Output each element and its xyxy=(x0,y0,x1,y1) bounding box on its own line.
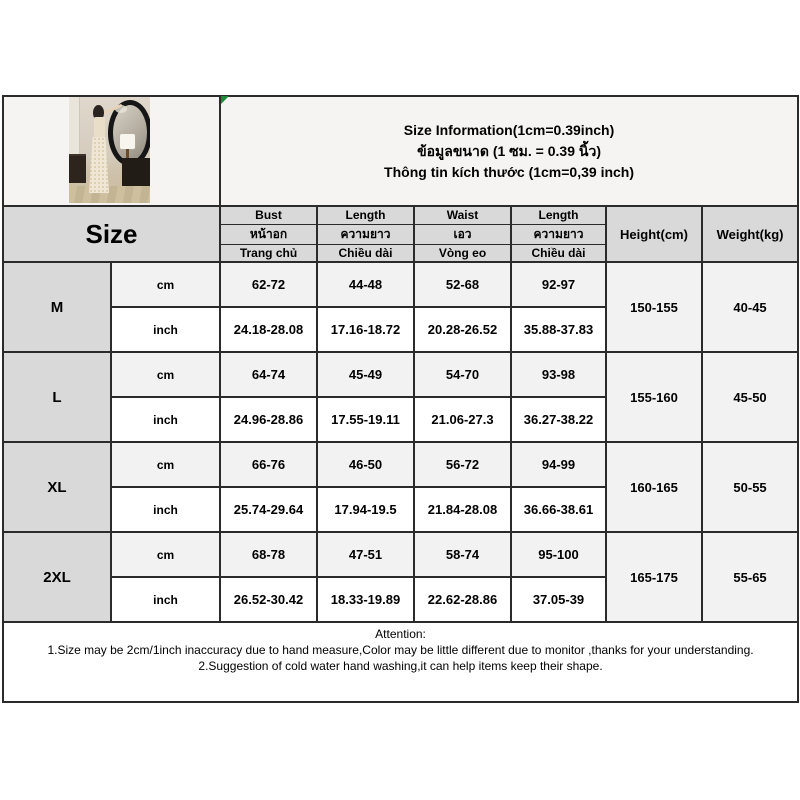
xl-length2-inch: 36.66-38.61 xyxy=(511,487,606,532)
title-english: Size Information(1cm=0.39inch) xyxy=(403,122,615,138)
photo-model-top xyxy=(94,117,105,138)
col-header-length2-en: Length xyxy=(511,206,606,224)
attention-row xyxy=(3,622,798,702)
title-thai: ข้อมูลขนาด (1 ซม. = 0.39 นิ้ว) xyxy=(417,143,601,159)
l-bust-inch: 24.96-28.86 xyxy=(220,397,317,442)
m-weight: 40-45 xyxy=(702,262,798,352)
weight-header-cell: Weight(kg) xyxy=(702,206,798,262)
unit-label-inch: inch xyxy=(111,397,220,442)
2xl-bust-inch: 26.52-30.42 xyxy=(220,577,317,622)
attention-cell xyxy=(3,622,798,702)
m-length1-cm: 44-48 xyxy=(317,262,414,307)
col-header-length2-vi: Chiều dài xyxy=(511,244,606,262)
size-information-title-cell xyxy=(220,96,798,206)
col-header-length2-th: ความยาว xyxy=(511,224,606,244)
col-header-waist-en: Waist xyxy=(414,206,511,224)
xl-waist-inch: 21.84-28.08 xyxy=(414,487,511,532)
attention-line-1: 1.Size may be 2cm/1inch inaccuracy due to hand measure,Color may be little different due to monitor ,thanks for your understanding. xyxy=(47,643,754,657)
2xl-waist-inch: 22.62-28.86 xyxy=(414,577,511,622)
m-height: 150-155 xyxy=(606,262,702,352)
l-height: 155-160 xyxy=(606,352,702,442)
attention-line-2: 2.Suggestion of cold water hand washing,it can help items keep their shape. xyxy=(198,659,603,673)
col-header-bust-th: หน้าอก xyxy=(220,224,317,244)
col-header-length1-vi: Chiều dài xyxy=(317,244,414,262)
unit-label-cm: cm xyxy=(111,442,220,487)
xl-height: 160-165 xyxy=(606,442,702,532)
m-length2-inch: 35.88-37.83 xyxy=(511,307,606,352)
size-row-m-cm xyxy=(3,262,798,307)
unit-label-cm: cm xyxy=(111,352,220,397)
size-label-l: L xyxy=(3,352,111,442)
photo-model-pants xyxy=(89,137,109,193)
l-waist-cm: 54-70 xyxy=(414,352,511,397)
size-row-2xl-cm xyxy=(3,532,798,577)
m-bust-cm: 62-72 xyxy=(220,262,317,307)
l-length2-inch: 36.27-38.22 xyxy=(511,397,606,442)
size-label-2xl: 2XL xyxy=(3,532,111,622)
size-row-xl-cm xyxy=(3,442,798,487)
col-header-length1-th: ความยาว xyxy=(317,224,414,244)
2xl-length2-inch: 37.05-39 xyxy=(511,577,606,622)
xl-bust-cm: 66-76 xyxy=(220,442,317,487)
photo-floor xyxy=(69,186,150,203)
m-waist-inch: 20.28-26.52 xyxy=(414,307,511,352)
attention-title: Attention: xyxy=(375,627,426,641)
2xl-length2-cm: 95-100 xyxy=(511,532,606,577)
2xl-height: 165-175 xyxy=(606,532,702,622)
xl-bust-inch: 25.74-29.64 xyxy=(220,487,317,532)
xl-waist-cm: 56-72 xyxy=(414,442,511,487)
size-header-cell: Size xyxy=(3,206,220,262)
xl-length1-cm: 46-50 xyxy=(317,442,414,487)
product-photo xyxy=(69,97,150,203)
col-header-bust-en: Bust xyxy=(220,206,317,224)
size-label-m: M xyxy=(3,262,111,352)
2xl-weight: 55-65 xyxy=(702,532,798,622)
l-length1-inch: 17.55-19.11 xyxy=(317,397,414,442)
2xl-length1-inch: 18.33-19.89 xyxy=(317,577,414,622)
col-header-length1-en: Length xyxy=(317,206,414,224)
2xl-bust-cm: 68-78 xyxy=(220,532,317,577)
size-row-l-cm xyxy=(3,352,798,397)
col-header-waist-vi: Vòng eo xyxy=(414,244,511,262)
unit-label-cm: cm xyxy=(111,532,220,577)
col-header-bust-vi: Trang chủ xyxy=(220,244,317,262)
m-length2-cm: 92-97 xyxy=(511,262,606,307)
column-header-row-en xyxy=(3,206,798,224)
l-weight: 45-50 xyxy=(702,352,798,442)
xl-length1-inch: 17.94-19.5 xyxy=(317,487,414,532)
unit-label-cm: cm xyxy=(111,262,220,307)
unit-label-inch: inch xyxy=(111,487,220,532)
m-length1-inch: 17.16-18.72 xyxy=(317,307,414,352)
xl-length2-cm: 94-99 xyxy=(511,442,606,487)
photo-dresser xyxy=(69,154,86,183)
l-length2-cm: 93-98 xyxy=(511,352,606,397)
col-header-waist-th: เอว xyxy=(414,224,511,244)
xl-weight: 50-55 xyxy=(702,442,798,532)
2xl-waist-cm: 58-74 xyxy=(414,532,511,577)
photo-lamp xyxy=(120,134,135,149)
m-bust-inch: 24.18-28.08 xyxy=(220,307,317,352)
l-waist-inch: 21.06-27.3 xyxy=(414,397,511,442)
height-header-cell: Height(cm) xyxy=(606,206,702,262)
cell-error-indicator-icon xyxy=(221,96,229,104)
m-waist-cm: 52-68 xyxy=(414,262,511,307)
size-label-xl: XL xyxy=(3,442,111,532)
unit-label-inch: inch xyxy=(111,307,220,352)
2xl-length1-cm: 47-51 xyxy=(317,532,414,577)
unit-label-inch: inch xyxy=(111,577,220,622)
l-bust-cm: 64-74 xyxy=(220,352,317,397)
title-vietnamese: Thông tin kích thước (1cm=0,39 inch) xyxy=(384,164,635,180)
l-length1-cm: 45-49 xyxy=(317,352,414,397)
